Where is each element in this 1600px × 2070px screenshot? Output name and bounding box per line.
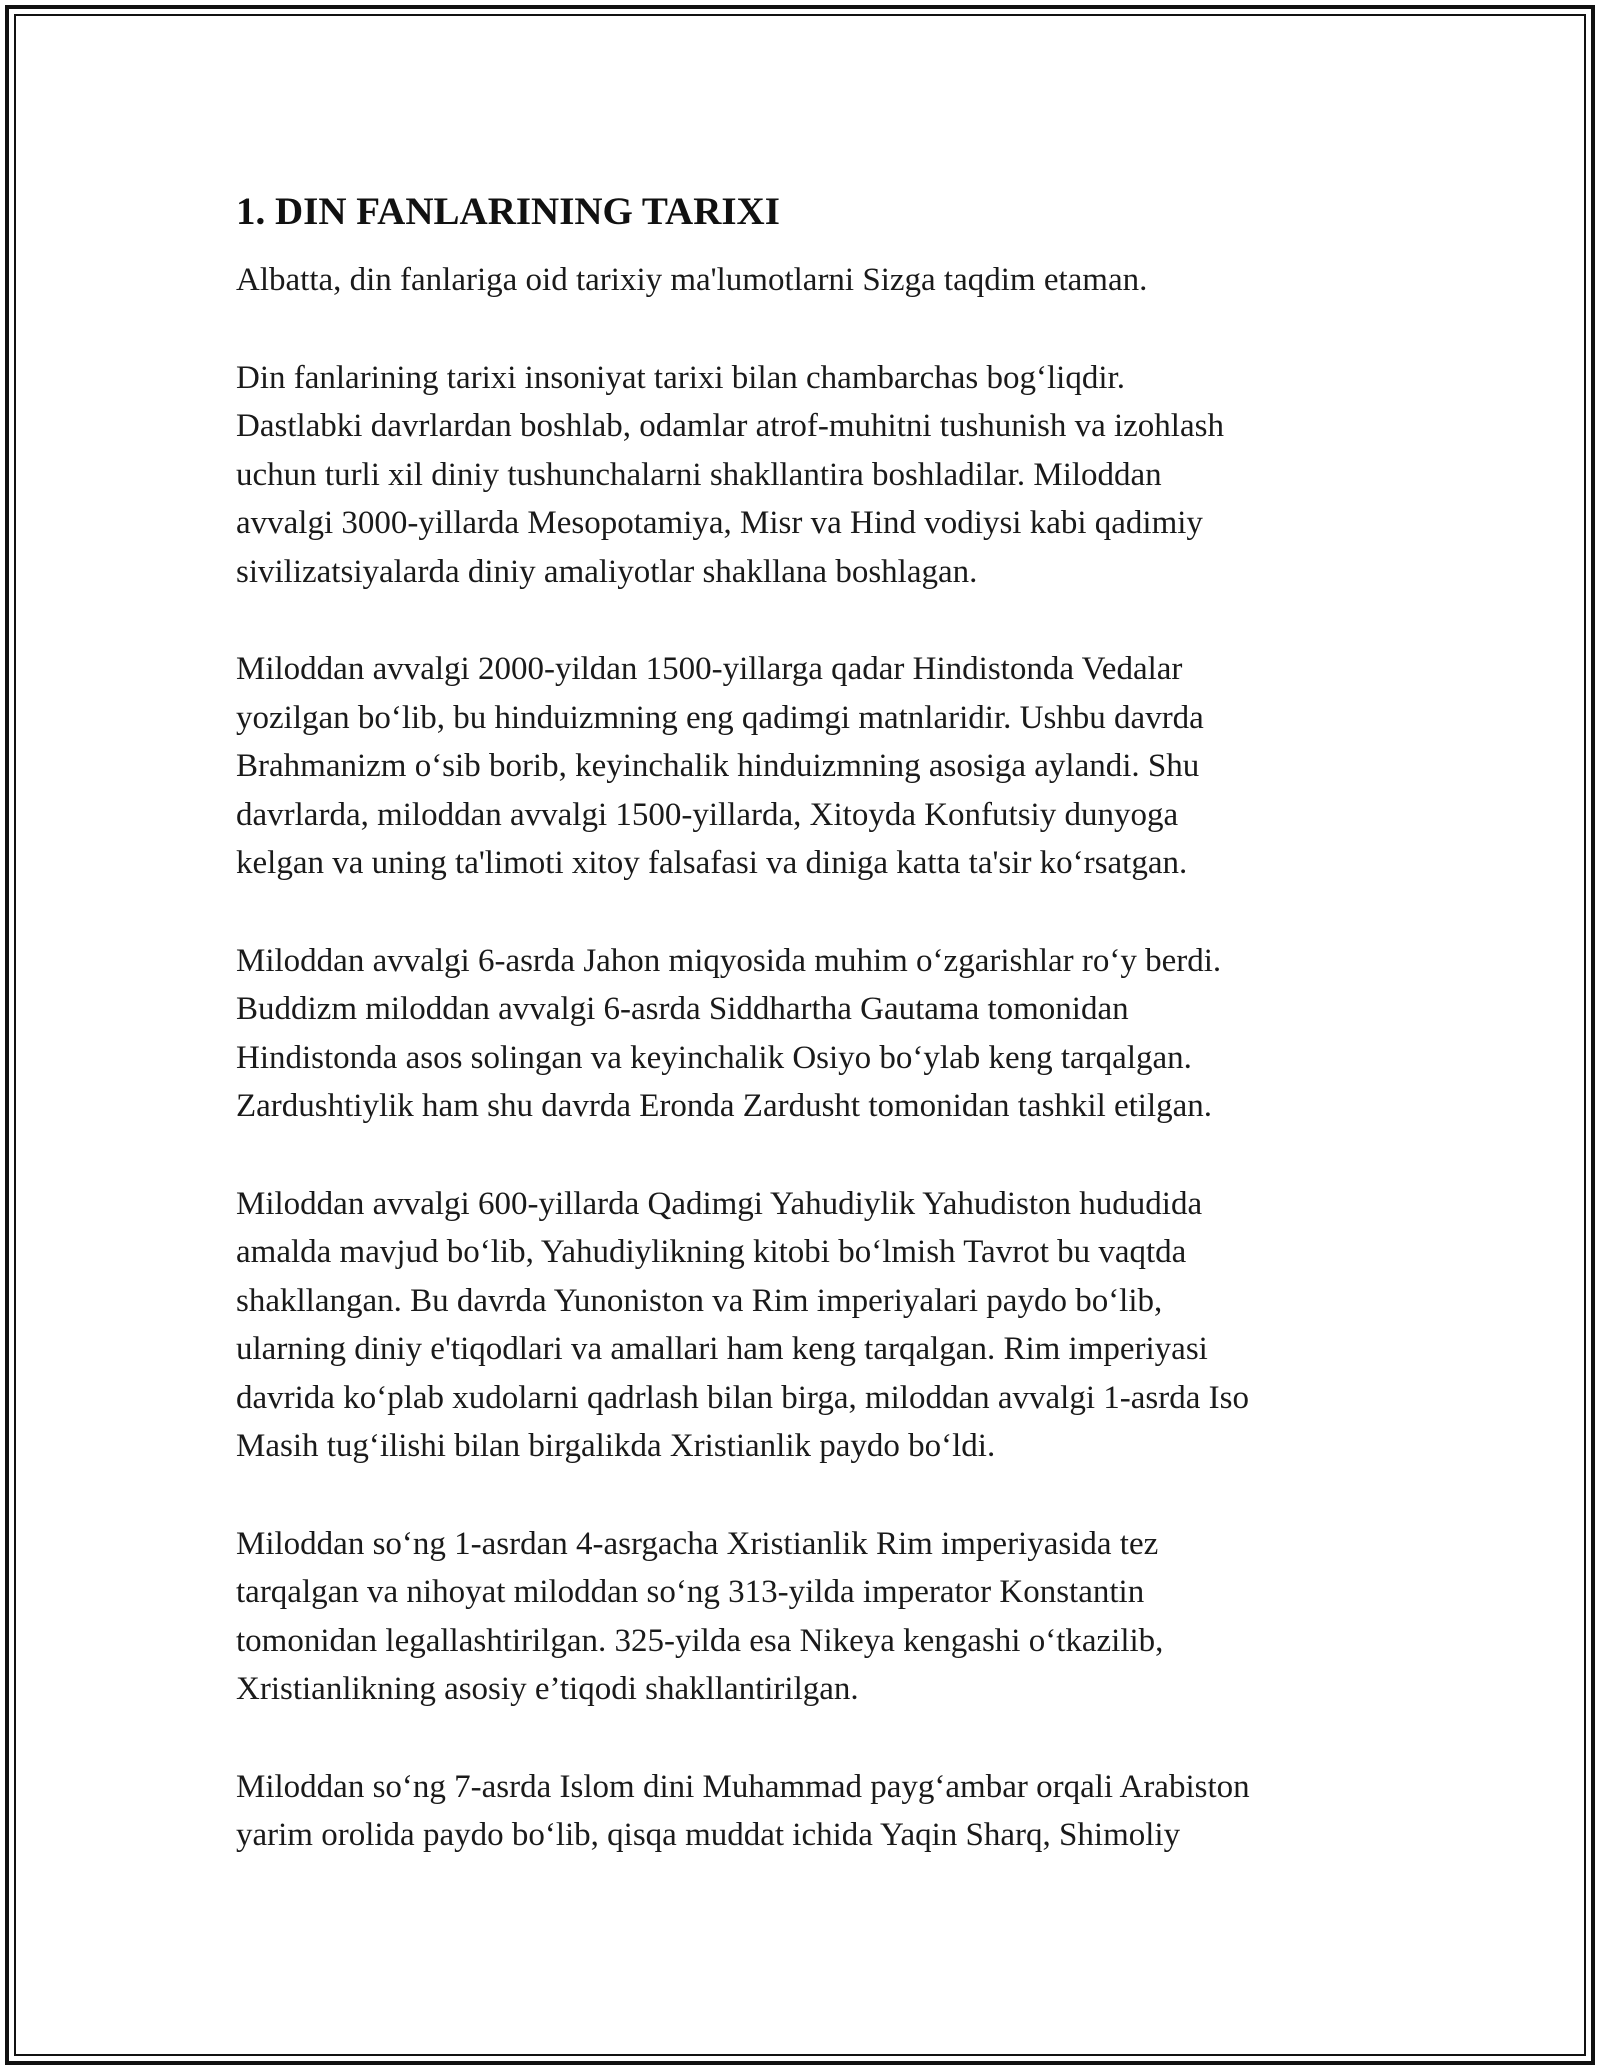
paragraph-intro: Albatta, din fanlariga oid tarixiy ma'lumotlarni Sizga taqdim etaman. [236, 262, 1148, 298]
document-body [236, 188, 1416, 1909]
paragraph-buddhism: Miloddan avvalgi 6-asrda Jahon miqyosida muhim o‘zgarishlar ro‘y berdi. Buddizm miloddan avvalgi 6-asrda Siddhartha Gautama tomonidan Hindistonda asos solingan va keyinchalik Osiyo bo‘ylab keng tarqalgan. Zardushtiylik ham shu davrda Eronda Zardusht tomonidan tashkil etilgan. [236, 942, 1222, 1124]
paragraph-judaism: Miloddan avvalgi 600-yillarda Qadimgi Yahudiylik Yahudiston hududida amalda mavjud bo‘lib, Yahudiylikning kitobi bo‘lmish Tavrot bu vaqtda shakllangan. Bu davrda Yunoniston va Rim imperiyalari paydo bo‘lib, ularning diniy e'tiqodlari va amallari ham keng tarqalgan. Rim imperiyasi davrida ko‘plab xudolarni qadrlash bilan birga, miloddan avvalgi 1-asrda Iso Masih tug‘ilishi bilan birgalikda Xristianlik paydo bo‘ldi. [236, 1185, 1249, 1464]
paragraph-islam: Miloddan so‘ng 7-asrda Islom dini Muhammad payg‘ambar orqali Arabiston yarim orolida paydo bo‘lib, qisqa muddat ichida Yaqin Sharq, Shimoliy [236, 1768, 1250, 1853]
paragraph-vedas: Miloddan avvalgi 2000-yildan 1500-yillarga qadar Hindistonda Vedalar yozilgan bo‘lib, bu hinduizmning eng qadimgi matnlaridir. Ushbu davrda Brahmanizm o‘sib borib, keyinchalik hinduizmning asosiga aylandi. Shu davrlarda, miloddan avvalgi 1500-yillarda, Xitoyda Konfutsiy dunyoga kelgan va uning ta'limoti xitoy falsafasi va diniga katta ta'sir ko‘rsatgan. [236, 651, 1204, 881]
section-heading: 1. DIN FANLARINING TARIXI [236, 190, 780, 233]
paragraph-early-history: Din fanlarining tarixi insoniyat tarixi bilan chambarchas bog‘liqdir. Dastlabki davrlardan boshlab, odamlar atrof-muhitni tushunish va izohlash uchun turli xil diniy tushunchalarni shakllantira boshladilar. Miloddan avvalgi 3000-yillarda Mesopotamiya, Misr va Hind vodiysi kabi qadimiy sivilizatsiyalarda diniy amaliyotlar shakllana boshlagan. [236, 359, 1224, 590]
paragraph-christianity: Miloddan so‘ng 1-asrdan 4-asrgacha Xristianlik Rim imperiyasida tez tarqalgan va nihoyat miloddan so‘ng 313-yilda imperator Konstantin tomonidan legallashtirilgan. 325-yilda esa Nikeya kengashi o‘tkazilib, Xristianlikning asosiy e’tiqodi shakllantirilgan. [236, 1525, 1164, 1707]
